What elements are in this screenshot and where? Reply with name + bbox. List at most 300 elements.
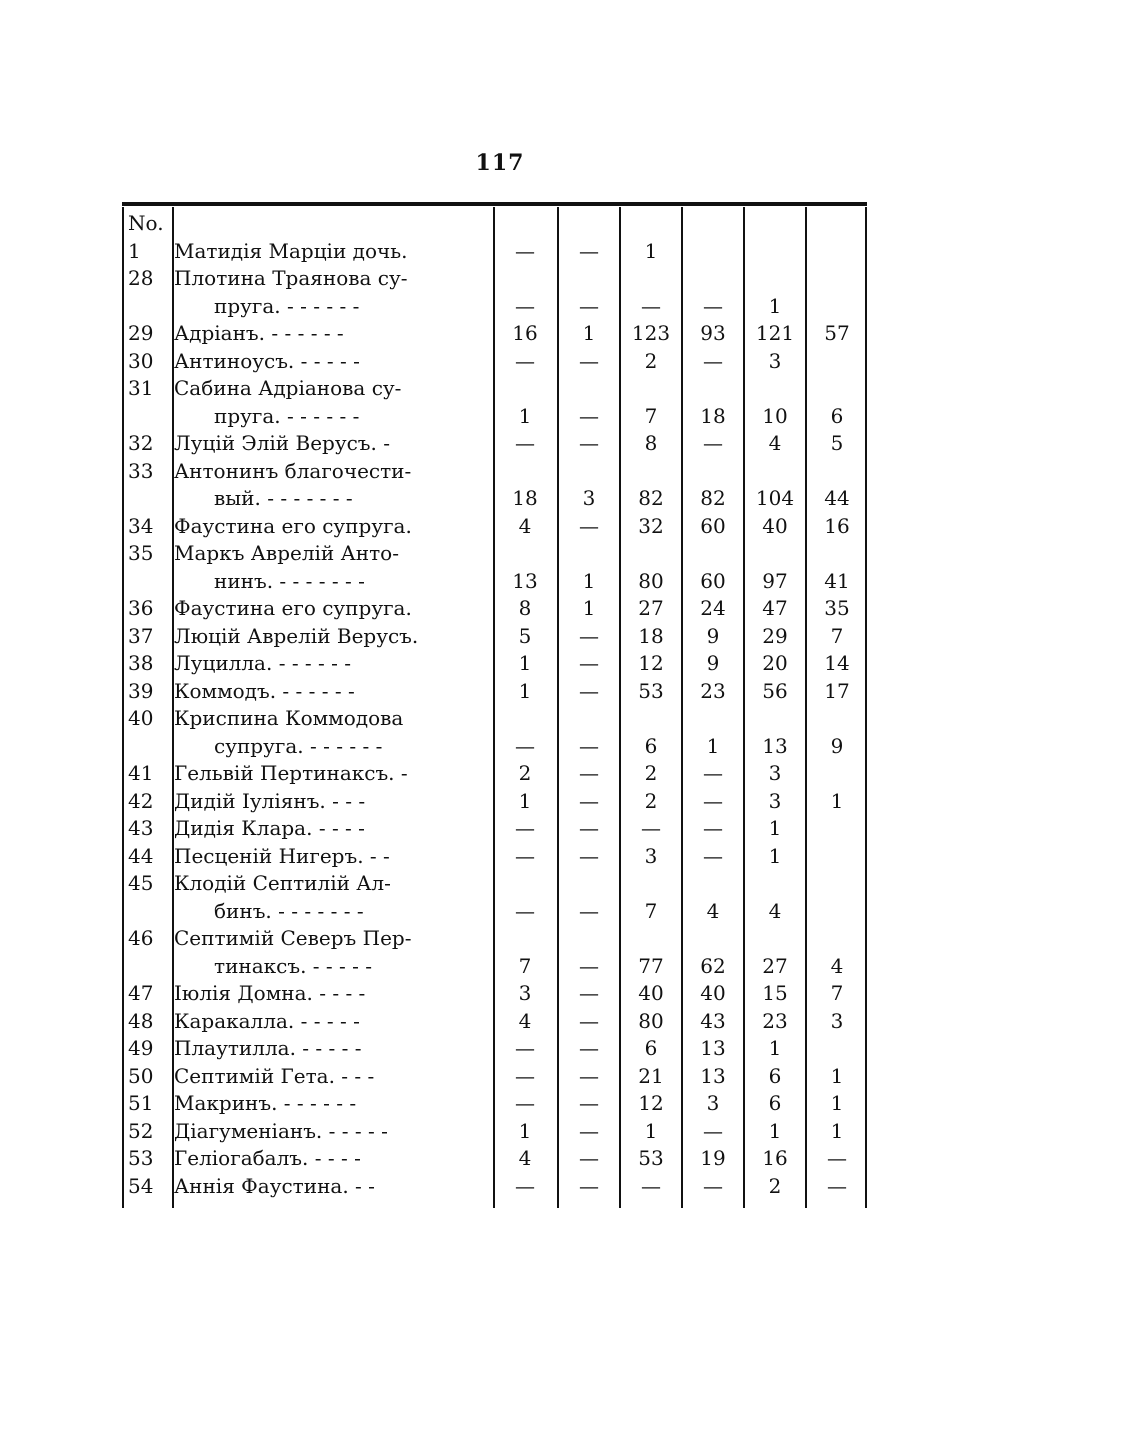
row-value-col5: 3 <box>768 788 782 813</box>
row-name: Клодій Септилій Ал- <box>174 871 391 895</box>
row-value-col2: 1 <box>582 568 596 593</box>
row-value-col6: 35 <box>824 596 850 620</box>
table-row <box>122 953 867 981</box>
row-value-col2: — <box>579 788 599 813</box>
row-value-col4: 4 <box>706 898 720 923</box>
table-top-rule <box>122 202 867 206</box>
row-value-col3: 18 <box>638 623 664 648</box>
row-value-col1 <box>494 458 556 486</box>
row-number: 42 <box>128 788 154 813</box>
coin-table <box>122 202 867 1208</box>
row-value-col3: — <box>641 816 661 840</box>
row-value-col2: — <box>579 733 599 758</box>
row-value-col1: 4 <box>518 1146 532 1170</box>
table-row <box>122 678 867 706</box>
row-value-col6 <box>806 760 868 788</box>
row-number <box>128 898 172 926</box>
row-name: пруга. - - - - - - <box>214 293 360 318</box>
row-number: 53 <box>128 1146 154 1170</box>
row-name: пруга. - - - - - - <box>214 403 360 428</box>
row-value-col6: 9 <box>830 733 844 758</box>
row-value-col5: 97 <box>762 568 788 593</box>
row-value-col1: 5 <box>518 623 532 648</box>
table-row <box>122 1118 867 1146</box>
row-value-col3: 6 <box>644 1036 658 1060</box>
row-value-col1: 1 <box>518 788 532 813</box>
row-value-col5: 4 <box>768 898 782 923</box>
row-name: Антонинъ благочести- <box>174 458 412 483</box>
row-name: Адріанъ. - - - - - - <box>174 321 344 345</box>
row-value-col1: — <box>515 1036 535 1060</box>
row-value-col4: 13 <box>700 1063 726 1088</box>
row-value-col1: — <box>515 1091 535 1115</box>
table-row <box>122 265 867 293</box>
row-value-col2: 1 <box>582 596 596 620</box>
row-value-col5: 104 <box>755 486 795 510</box>
row-value-col4: — <box>703 761 723 785</box>
row-value-col3: 7 <box>644 898 658 923</box>
row-value-col6: 1 <box>830 1118 844 1143</box>
row-name: Матидія Марціи дочь. <box>174 238 408 263</box>
row-value-col3: 8 <box>644 431 658 455</box>
row-number <box>128 403 172 431</box>
row-value-col3: — <box>641 293 661 318</box>
table-row <box>122 348 867 376</box>
row-value-col3: 123 <box>631 321 671 345</box>
row-value-col3: 3 <box>644 843 658 868</box>
row-name: тинаксъ. - - - - - <box>214 953 373 978</box>
row-value-col2: 3 <box>582 486 596 510</box>
row-value-col6 <box>806 705 868 733</box>
row-name: нинъ. - - - - - - - <box>214 568 365 593</box>
row-value-col3: 32 <box>638 513 664 538</box>
row-value-col3: 6 <box>644 733 658 758</box>
row-name: вый. - - - - - - - <box>214 486 353 510</box>
row-value-col6: 7 <box>830 981 844 1005</box>
row-value-col5 <box>744 870 806 898</box>
page-number: 117 <box>475 150 525 176</box>
row-name: Геліогабалъ. - - - - <box>174 1146 361 1170</box>
row-value-col4: 9 <box>706 623 720 648</box>
row-number: 51 <box>128 1091 154 1115</box>
row-value-col6 <box>806 1035 868 1063</box>
row-value-col4: 23 <box>700 678 726 703</box>
table-row <box>122 760 867 788</box>
row-value-col2: — <box>579 1063 599 1088</box>
table-row <box>122 1063 867 1091</box>
row-name: Плаутилла. - - - - - <box>174 1036 362 1060</box>
row-value-col1 <box>494 265 556 293</box>
row-value-col4 <box>682 375 744 403</box>
table-row <box>122 1035 867 1063</box>
row-name: бинъ. - - - - - - - <box>214 898 364 923</box>
row-value-col6 <box>806 540 868 568</box>
row-value-col5: 1 <box>768 1118 782 1143</box>
row-value-col6 <box>806 898 868 926</box>
row-value-col4: 18 <box>700 403 726 428</box>
table-row <box>122 623 867 651</box>
row-value-col4: — <box>703 348 723 373</box>
row-value-col4 <box>682 238 744 266</box>
row-value-col1: 8 <box>518 596 532 620</box>
row-value-col1 <box>494 540 556 568</box>
row-value-col6: 1 <box>830 1091 844 1115</box>
row-value-col3: 21 <box>638 1063 664 1088</box>
row-name: Каракалла. - - - - - <box>174 1008 360 1033</box>
row-value-col2 <box>558 265 620 293</box>
row-number: 40 <box>128 706 154 730</box>
table-row <box>122 458 867 486</box>
row-value-col2: — <box>579 1173 599 1198</box>
table-row <box>122 1090 867 1118</box>
row-number: 43 <box>128 816 154 840</box>
row-name: супруга. - - - - - - <box>214 733 383 758</box>
row-value-col2 <box>558 540 620 568</box>
row-value-col1: — <box>515 1173 535 1198</box>
row-value-col1: 7 <box>518 953 532 978</box>
row-value-col5: 1 <box>768 1036 782 1060</box>
row-value-col3 <box>620 265 682 293</box>
table-row <box>122 870 867 898</box>
table-row <box>122 843 867 871</box>
row-value-col4: 60 <box>700 568 726 593</box>
table-row <box>122 815 867 843</box>
row-value-col4: 60 <box>700 513 726 538</box>
row-value-col6: 1 <box>830 1063 844 1088</box>
row-number: 41 <box>128 761 154 785</box>
row-name: Септимій Северъ Пер- <box>174 926 412 950</box>
row-name: Маркъ Аврелій Анто- <box>174 541 399 565</box>
row-value-col5: 56 <box>762 678 788 703</box>
row-value-col3: 2 <box>644 788 658 813</box>
row-number <box>128 293 172 321</box>
table-row <box>122 513 867 541</box>
row-number: 49 <box>128 1036 154 1060</box>
row-name: Гельвій Пертинаксъ. - <box>174 761 408 785</box>
row-name: Сабина Адріанова су- <box>174 376 402 400</box>
row-value-col6 <box>806 238 868 266</box>
row-value-col5: 47 <box>762 596 788 620</box>
row-number: 54 <box>128 1173 154 1198</box>
row-value-col6 <box>806 925 868 953</box>
table-row <box>122 925 867 953</box>
row-value-col1: — <box>515 733 535 758</box>
row-name: Фаустина его супруга. <box>174 596 412 620</box>
row-value-col5: 15 <box>762 981 788 1005</box>
row-name: Коммодъ. - - - - - - <box>174 678 355 703</box>
row-value-col2: — <box>579 1118 599 1143</box>
row-value-col4: — <box>703 431 723 455</box>
row-value-col3: 80 <box>638 568 664 593</box>
table-row <box>122 898 867 926</box>
row-value-col6: 4 <box>830 953 844 978</box>
row-value-col3 <box>620 925 682 953</box>
row-value-col2: — <box>579 953 599 978</box>
row-value-col2: — <box>579 1091 599 1115</box>
row-value-col5: 4 <box>768 431 782 455</box>
row-value-col5 <box>744 238 806 266</box>
row-value-col6: 14 <box>824 651 850 675</box>
row-value-col5: 2 <box>768 1173 782 1198</box>
row-value-col3: 1 <box>644 238 658 263</box>
row-value-col2: — <box>579 623 599 648</box>
row-value-col6 <box>806 458 868 486</box>
row-value-col2: — <box>579 348 599 373</box>
row-value-col4: 24 <box>700 596 726 620</box>
row-value-col1: — <box>515 238 535 263</box>
row-value-col1: 16 <box>512 321 538 345</box>
table-row <box>122 1145 867 1173</box>
row-value-col1 <box>494 925 556 953</box>
row-value-col4: 40 <box>700 981 726 1005</box>
row-number: 46 <box>128 926 154 950</box>
row-value-col6 <box>806 265 868 293</box>
row-value-col4 <box>682 540 744 568</box>
row-value-col5: 1 <box>768 816 782 840</box>
row-value-col3: 82 <box>638 486 664 510</box>
row-number: 52 <box>128 1118 154 1143</box>
row-name: Люцій Аврелій Верусъ. <box>174 623 419 648</box>
row-value-col4: 93 <box>700 321 726 345</box>
row-value-col4: 43 <box>700 1008 726 1033</box>
row-value-col3: — <box>641 1173 661 1198</box>
row-value-col5: 23 <box>762 1008 788 1033</box>
row-value-col4: — <box>703 1118 723 1143</box>
row-value-col4: — <box>703 788 723 813</box>
row-value-col3: 80 <box>638 1008 664 1033</box>
row-number: 34 <box>128 513 154 538</box>
row-value-col2: — <box>579 431 599 455</box>
row-value-col6: 7 <box>830 623 844 648</box>
row-value-col3 <box>620 705 682 733</box>
row-value-col5 <box>744 705 806 733</box>
row-name: Дидій Іуліянъ. - - - <box>174 788 366 813</box>
row-value-col6: 16 <box>824 513 850 538</box>
row-value-col2: — <box>579 403 599 428</box>
row-value-col6: 1 <box>830 788 844 813</box>
row-value-col1: 13 <box>512 568 538 593</box>
row-value-col2: — <box>579 678 599 703</box>
row-number: 38 <box>128 651 154 675</box>
table-row <box>122 485 867 513</box>
row-value-col2 <box>558 870 620 898</box>
row-name: Фаустина его супруга. <box>174 513 412 538</box>
table-row <box>122 1173 867 1201</box>
row-value-col4: 19 <box>700 1146 726 1170</box>
row-value-col6: — <box>827 1173 847 1198</box>
row-value-col2: — <box>579 293 599 318</box>
table-row <box>122 568 867 596</box>
row-value-col4: — <box>703 293 723 318</box>
row-name: Аннія Фаустина. - - <box>174 1173 375 1198</box>
row-number: 28 <box>128 266 154 290</box>
table-row <box>122 430 867 458</box>
row-number: 39 <box>128 678 154 703</box>
row-value-col6 <box>806 348 868 376</box>
row-name: Діагуменіанъ. - - - - - <box>174 1118 388 1143</box>
row-value-col5: 1 <box>768 293 782 318</box>
row-value-col3 <box>620 458 682 486</box>
row-number <box>128 568 172 596</box>
row-value-col2: — <box>579 238 599 263</box>
row-value-col5: 20 <box>762 651 788 675</box>
row-value-col3: 12 <box>638 1091 664 1115</box>
row-value-col4: 9 <box>706 651 720 675</box>
row-name: Луцилла. - - - - - - <box>174 651 352 675</box>
row-number: 1 <box>128 238 141 263</box>
row-value-col3: 40 <box>638 981 664 1005</box>
row-number: 32 <box>128 431 154 455</box>
row-value-col6: 5 <box>830 431 844 455</box>
table-row <box>122 733 867 761</box>
row-value-col6 <box>806 375 868 403</box>
row-value-col5: 1 <box>768 843 782 868</box>
row-value-col6 <box>806 870 868 898</box>
row-value-col5: 3 <box>768 761 782 785</box>
row-value-col6: 41 <box>824 568 850 593</box>
row-value-col4 <box>682 458 744 486</box>
row-value-col6 <box>806 843 868 871</box>
row-value-col1: 1 <box>518 678 532 703</box>
row-number: 30 <box>128 348 154 373</box>
row-name: Плотина Траянова су- <box>174 266 408 290</box>
row-value-col2: — <box>579 1008 599 1033</box>
header-no: No. <box>128 211 164 235</box>
row-value-col3: 12 <box>638 651 664 675</box>
row-number <box>128 733 172 761</box>
row-value-col2: — <box>579 898 599 923</box>
row-value-col2 <box>558 925 620 953</box>
row-value-col1: 18 <box>512 486 538 510</box>
row-value-col5 <box>744 540 806 568</box>
row-value-col1: — <box>515 431 535 455</box>
row-value-col3: 77 <box>638 953 664 978</box>
row-number: 50 <box>128 1063 154 1088</box>
row-number: 48 <box>128 1008 154 1033</box>
row-value-col2 <box>558 458 620 486</box>
row-value-col2: — <box>579 981 599 1005</box>
row-value-col1: 1 <box>518 403 532 428</box>
table-row <box>122 1008 867 1036</box>
row-name: Луцій Элій Верусъ. - <box>174 431 390 455</box>
row-name: Дидія Клара. - - - - <box>174 816 365 840</box>
row-value-col2 <box>558 705 620 733</box>
row-value-col1: 1 <box>518 1118 532 1143</box>
row-number: 47 <box>128 981 154 1005</box>
row-number: 33 <box>128 458 154 483</box>
row-value-col5: 16 <box>762 1146 788 1170</box>
row-value-col2: — <box>579 513 599 538</box>
row-value-col5: 13 <box>762 733 788 758</box>
row-value-col2 <box>558 375 620 403</box>
row-value-col1: 3 <box>518 981 532 1005</box>
row-value-col3: 1 <box>644 1118 658 1143</box>
row-value-col2: — <box>579 816 599 840</box>
row-value-col3: 2 <box>644 761 658 785</box>
row-value-col6: 17 <box>824 678 850 703</box>
row-value-col4: 13 <box>700 1036 726 1060</box>
table-row <box>122 540 867 568</box>
row-number: 44 <box>128 843 154 868</box>
row-value-col1 <box>494 375 556 403</box>
row-value-col5 <box>744 375 806 403</box>
row-number: 45 <box>128 871 154 895</box>
row-value-col6 <box>806 293 868 321</box>
table-row <box>122 980 867 1008</box>
row-name: Криспина Коммодова <box>174 706 404 730</box>
row-value-col6: 57 <box>824 321 850 345</box>
row-value-col4 <box>682 265 744 293</box>
row-value-col2: — <box>579 843 599 868</box>
table-row <box>122 375 867 403</box>
row-value-col3 <box>620 870 682 898</box>
row-value-col1 <box>494 870 556 898</box>
row-value-col4: — <box>703 843 723 868</box>
row-number <box>128 485 172 513</box>
row-number: 31 <box>128 376 154 400</box>
row-value-col1 <box>494 705 556 733</box>
row-value-col4 <box>682 870 744 898</box>
row-value-col5: 40 <box>762 513 788 538</box>
row-value-col3: 2 <box>644 348 658 373</box>
row-value-col4: 82 <box>700 486 726 510</box>
row-value-col5: 29 <box>762 623 788 648</box>
row-number <box>128 953 172 981</box>
row-value-col3 <box>620 540 682 568</box>
row-value-col5: 121 <box>755 321 795 345</box>
row-value-col1: — <box>515 816 535 840</box>
row-value-col1: — <box>515 1063 535 1088</box>
row-value-col1: 1 <box>518 651 532 675</box>
row-value-col5: 6 <box>768 1091 782 1115</box>
row-value-col4: 62 <box>700 953 726 978</box>
row-value-col4: 3 <box>706 1091 720 1115</box>
row-value-col4 <box>682 925 744 953</box>
table-row <box>122 595 867 623</box>
row-value-col5: 27 <box>762 953 788 978</box>
row-value-col4: 1 <box>706 733 720 758</box>
table-row <box>122 320 867 348</box>
row-value-col3: 7 <box>644 403 658 428</box>
row-value-col4 <box>682 705 744 733</box>
row-value-col2: — <box>579 651 599 675</box>
row-value-col2: 1 <box>582 321 596 345</box>
row-value-col6: — <box>827 1146 847 1170</box>
row-value-col6 <box>806 815 868 843</box>
row-number: 35 <box>128 541 154 565</box>
row-value-col1: — <box>515 843 535 868</box>
row-value-col5: 3 <box>768 348 782 373</box>
row-value-col1: 4 <box>518 513 532 538</box>
row-value-col2: — <box>579 761 599 785</box>
row-value-col1: — <box>515 898 535 923</box>
row-number: 36 <box>128 596 154 620</box>
row-value-col1: — <box>515 293 535 318</box>
header-row <box>122 210 867 238</box>
table-row <box>122 705 867 733</box>
row-value-col2: — <box>579 1036 599 1060</box>
table-row <box>122 238 867 266</box>
row-value-col4: — <box>703 1173 723 1198</box>
row-name: Макринъ. - - - - - - <box>174 1091 357 1115</box>
row-value-col2: — <box>579 1146 599 1170</box>
row-number: 29 <box>128 321 154 345</box>
row-value-col1: — <box>515 348 535 373</box>
row-name: Антиноусъ. - - - - - <box>174 348 360 373</box>
row-value-col5: 6 <box>768 1063 782 1088</box>
row-value-col1: 2 <box>518 761 532 785</box>
row-value-col4: — <box>703 816 723 840</box>
